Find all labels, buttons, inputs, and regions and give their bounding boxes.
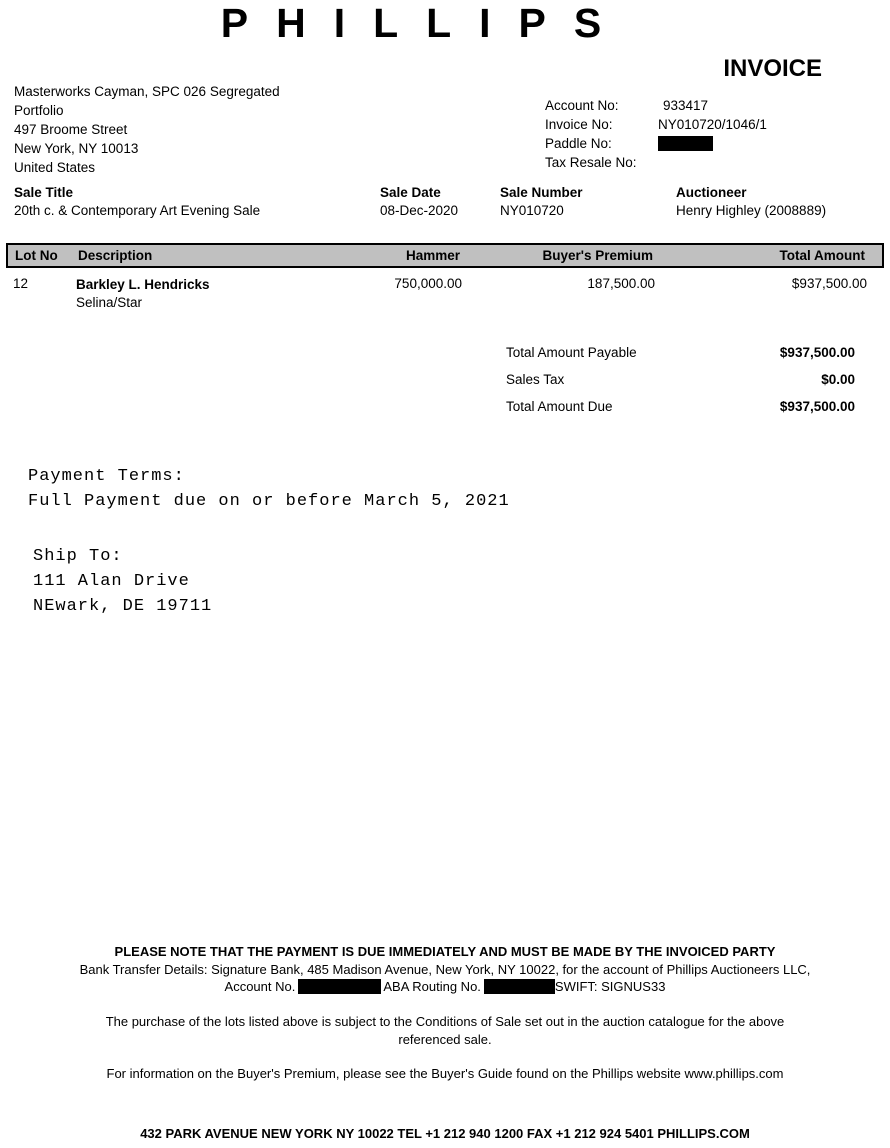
payment-terms-heading: Payment Terms: [28, 467, 185, 486]
swift-code: SWIFT: SIGNUS33 [554, 979, 666, 994]
header-cell-buyers-premium: Buyer's Premium [542, 248, 653, 263]
aba-routing-label: ABA Routing No. [383, 979, 481, 994]
lot-total-amount: $937,500.00 [791, 276, 867, 291]
account-no-label: Account No: [545, 98, 619, 113]
buyers-premium-amount: 187,500.00 [587, 276, 655, 291]
total-due-value: $937,500.00 [779, 399, 855, 414]
bill-to-line: Masterworks Cayman, SPC 026 Segregated [14, 84, 280, 99]
sale-title-column [14, 184, 260, 220]
account-row [545, 115, 767, 134]
sale-number-column [500, 184, 583, 220]
ship-to-line: NEwark, DE 19711 [33, 597, 213, 616]
sales-tax-value: $0.00 [821, 372, 855, 387]
redaction-box [484, 979, 555, 994]
account-row [545, 96, 767, 115]
bill-to-line: United States [14, 160, 96, 175]
auctioneer-label: Auctioneer [676, 185, 747, 200]
sale-title-value: 20th c. & Contemporary Art Evening Sale [14, 203, 261, 218]
sale-number-value: NY010720 [500, 203, 564, 218]
ship-to-heading: Ship To: [33, 547, 123, 566]
payment-notice-block [0, 943, 890, 996]
sale-date-label: Sale Date [380, 185, 441, 200]
totals-row [506, 399, 855, 426]
bill-to-address [14, 82, 280, 177]
bank-account-line [0, 978, 890, 996]
bill-to-line: 497 Broome Street [14, 122, 128, 137]
header-cell-hammer: Hammer [405, 248, 460, 263]
bank-transfer-details: Bank Transfer Details: Signature Bank, 485 Madison Avenue, New York, NY 10022, for the account of Phillips Auctioneers LLC, [79, 961, 811, 977]
lot-artist: Barkley L. Hendricks [76, 277, 210, 292]
buyers-guide-note: For information on the Buyer's Premium, please see the Buyer's Guide found on the Phillips website www.phillips.com [106, 1066, 784, 1081]
tax-resale-no-label: Tax Resale No: [545, 155, 637, 170]
account-info [545, 96, 767, 172]
bill-to-line: New York, NY 10013 [14, 141, 139, 156]
lot-number: 12 [13, 276, 29, 291]
footer-address: 432 PARK AVENUE NEW YORK NY 10022 TEL +1 212 940 1200 FAX +1 212 924 5401 PHILLIPS.COM [140, 1126, 750, 1141]
payment-terms-section [28, 464, 510, 514]
invoice-no-label: Invoice No: [545, 117, 613, 132]
sale-info [0, 184, 890, 224]
paddle-no-label: Paddle No: [545, 136, 612, 151]
total-due-label: Total Amount Due [506, 399, 613, 414]
account-row [545, 153, 767, 172]
hammer-amount: 750,000.00 [394, 276, 462, 291]
lots-table [6, 243, 884, 312]
bank-account-label: Account No. [224, 979, 296, 994]
account-no-value: 933417 [663, 98, 709, 113]
redaction-box [658, 136, 713, 151]
ship-to-section [33, 544, 212, 619]
sale-date-value: 08-Dec-2020 [380, 203, 459, 218]
totals-row [506, 345, 855, 372]
sale-number-label: Sale Number [500, 185, 583, 200]
totals-row [506, 372, 855, 399]
redaction-box [298, 979, 381, 994]
bill-to-line: Portfolio [14, 103, 64, 118]
account-row [545, 134, 767, 153]
total-payable-value: $937,500.00 [779, 345, 855, 360]
sales-tax-label: Sales Tax [506, 372, 565, 387]
payment-notice: PLEASE NOTE THAT THE PAYMENT IS DUE IMMEDIATELY AND MUST BE MADE BY THE INVOICED PARTY [114, 944, 776, 959]
payment-terms-text: Full Payment due on or before March 5, 2021 [28, 492, 510, 511]
ship-to-line: 111 Alan Drive [33, 572, 190, 591]
lots-table-header [6, 243, 884, 268]
totals-section [506, 345, 855, 426]
invoice-title: INVOICE [723, 55, 822, 82]
conditions-note: The purchase of the lots listed above is subject to the Conditions of Sale set out in the auction catalogue for the above referenced sale. [105, 1014, 785, 1047]
phillips-logo: PHILLIPS [220, 0, 630, 46]
invoice-no-value: NY010720/1046/1 [658, 117, 767, 132]
auctioneer-value: Henry Highley (2008889) [676, 203, 827, 218]
lot-row [6, 268, 884, 312]
sale-date-column [380, 184, 458, 220]
header-cell-lot-no: Lot No [15, 248, 58, 263]
lot-artwork-title: Selina/Star [76, 295, 143, 310]
header-cell-total-amount: Total Amount [779, 248, 865, 263]
lot-description [76, 276, 342, 312]
sale-title-label: Sale Title [14, 185, 74, 200]
header-cell-description: Description [78, 248, 153, 263]
total-payable-label: Total Amount Payable [506, 345, 637, 360]
auctioneer-column [676, 184, 826, 220]
